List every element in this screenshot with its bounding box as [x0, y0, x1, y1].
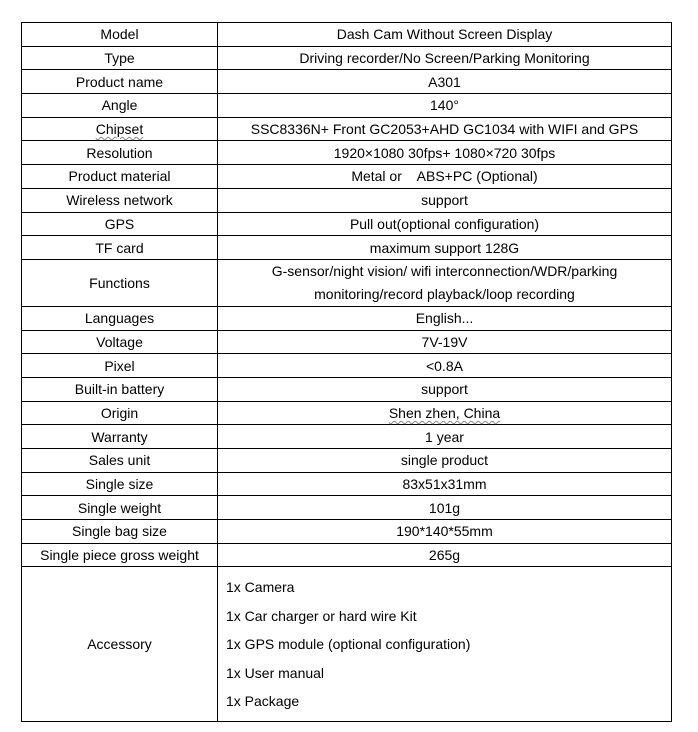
row-label-product-name: Product name — [22, 70, 218, 94]
row-value-chipset: SSC8336N+ Front GC2053+AHD GC1034 with WIFI and GPS — [218, 117, 672, 141]
table-row — [22, 236, 672, 260]
accessory-item: 1x GPS module (optional configuration) — [226, 636, 471, 653]
row-label-type: Type — [22, 46, 218, 70]
row-value-type: Driving recorder/No Screen/Parking Monitoring — [218, 46, 672, 70]
spec-table — [21, 22, 672, 722]
accessory-item: 1x User manual — [226, 664, 325, 681]
row-label-chipset-text: Chipset — [95, 121, 144, 138]
functions-line: monitoring/record playback/loop recording — [314, 285, 575, 302]
row-label-single-weight: Single weight — [22, 496, 218, 520]
table-row — [22, 567, 672, 722]
row-label-sales-unit: Sales unit — [22, 449, 218, 473]
row-label-product-material: Product material — [22, 165, 218, 189]
row-label-single-bag-size: Single bag size — [22, 520, 218, 544]
functions-line: G-sensor/night vision/ wifi interconnection/WDR/parking — [271, 262, 618, 279]
table-row — [22, 259, 672, 306]
accessory-item: 1x Car charger or hard wire Kit — [226, 607, 417, 624]
table-row — [22, 306, 672, 330]
table-row — [22, 425, 672, 449]
row-label-voltage: Voltage — [22, 330, 218, 354]
table-row — [22, 354, 672, 378]
table-row — [22, 543, 672, 567]
row-value-wireless-network: support — [218, 188, 672, 212]
row-value-functions — [218, 259, 672, 306]
row-value-accessory — [218, 567, 672, 722]
table-row — [22, 23, 672, 47]
row-label-single-size: Single size — [22, 472, 218, 496]
row-label-gps: GPS — [22, 212, 218, 236]
row-label-accessory: Accessory — [22, 567, 218, 722]
row-label-languages: Languages — [22, 306, 218, 330]
row-value-model: Dash Cam Without Screen Display — [218, 23, 672, 47]
row-value-origin-text: Shen zhen, China — [388, 404, 501, 421]
table-row — [22, 377, 672, 401]
row-value-single-bag-size: 190*140*55mm — [218, 520, 672, 544]
row-label-functions: Functions — [22, 259, 218, 306]
row-value-angle: 140° — [218, 94, 672, 118]
table-row — [22, 212, 672, 236]
row-value-sales-unit: single product — [218, 449, 672, 473]
row-value-voltage: 7V-19V — [218, 330, 672, 354]
table-row — [22, 70, 672, 94]
accessory-item: 1x Camera — [226, 579, 295, 596]
row-value-origin — [218, 401, 672, 425]
table-row — [22, 496, 672, 520]
table-row — [22, 188, 672, 212]
row-label-built-in-battery: Built-in battery — [22, 377, 218, 401]
row-value-product-material: Metal or ABS+PC (Optional) — [218, 165, 672, 189]
table-row — [22, 141, 672, 165]
row-value-tf-card: maximum support 128G — [218, 236, 672, 260]
row-label-wireless-network: Wireless network — [22, 188, 218, 212]
row-label-chipset — [22, 117, 218, 141]
row-value-warranty: 1 year — [218, 425, 672, 449]
table-row — [22, 520, 672, 544]
row-label-resolution: Resolution — [22, 141, 218, 165]
table-row — [22, 94, 672, 118]
row-label-model: Model — [22, 23, 218, 47]
table-row — [22, 330, 672, 354]
accessory-item: 1x Package — [226, 693, 300, 710]
row-value-single-weight: 101g — [218, 496, 672, 520]
row-value-pixel: <0.8A — [218, 354, 672, 378]
row-value-product-name: A301 — [218, 70, 672, 94]
table-row — [22, 117, 672, 141]
table-row — [22, 449, 672, 473]
row-label-angle: Angle — [22, 94, 218, 118]
row-value-languages: English... — [218, 306, 672, 330]
row-label-pixel: Pixel — [22, 354, 218, 378]
row-value-single-size: 83x51x31mm — [218, 472, 672, 496]
table-row — [22, 401, 672, 425]
table-row — [22, 46, 672, 70]
row-label-tf-card: TF card — [22, 236, 218, 260]
row-value-built-in-battery: support — [218, 377, 672, 401]
row-label-origin: Origin — [22, 401, 218, 425]
table-row — [22, 165, 672, 189]
row-value-gross-weight: 265g — [218, 543, 672, 567]
row-label-gross-weight: Single piece gross weight — [22, 543, 218, 567]
table-row — [22, 472, 672, 496]
row-value-resolution: 1920×1080 30fps+ 1080×720 30fps — [218, 141, 672, 165]
row-value-gps: Pull out(optional configuration) — [218, 212, 672, 236]
row-label-warranty: Warranty — [22, 425, 218, 449]
